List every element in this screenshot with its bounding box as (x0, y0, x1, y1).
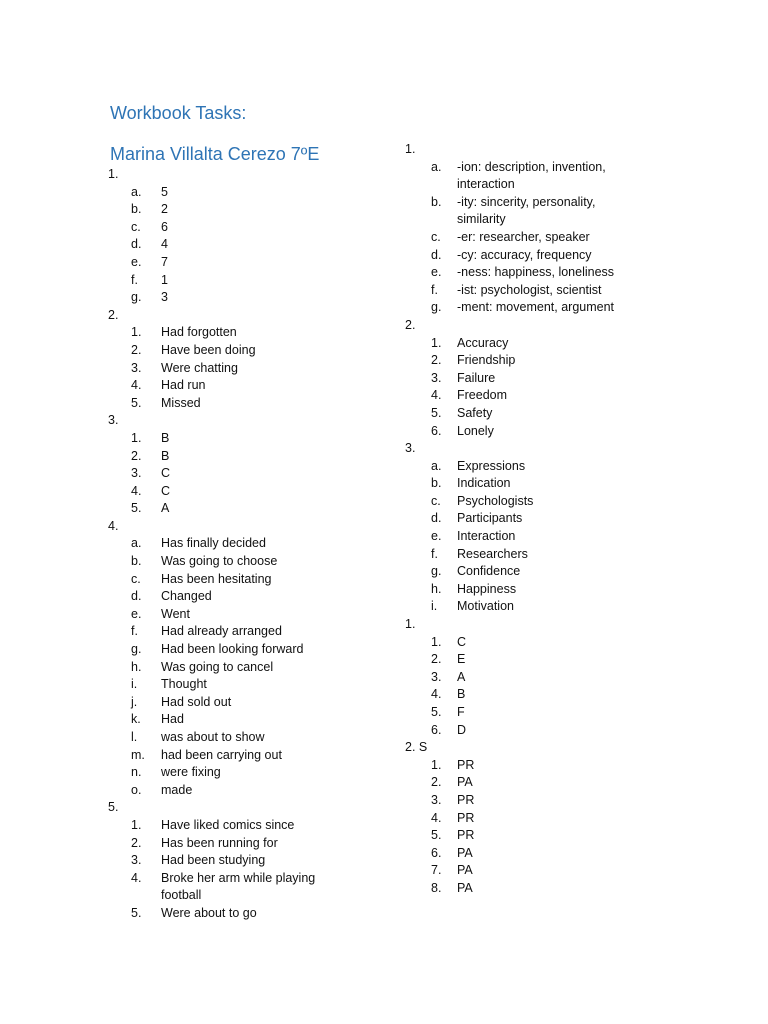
answer-text: PA (457, 863, 473, 878)
answer-text: B (457, 687, 466, 702)
answer-item (108, 905, 408, 923)
answer-item (108, 571, 408, 589)
answer-marker: a. (431, 458, 442, 473)
exercise-number: 2. (405, 317, 416, 332)
answer-item (405, 827, 705, 845)
answer-marker: e. (431, 529, 442, 544)
answer-item (405, 475, 705, 493)
answer-item (405, 370, 705, 388)
answer-marker: 2. (131, 342, 142, 357)
answer-item (108, 623, 408, 641)
answer-item (108, 360, 408, 378)
answer-text: Lonely (457, 423, 494, 438)
answer-text: made (161, 782, 193, 797)
answer-item (405, 880, 705, 898)
answer-item (108, 324, 408, 342)
exercise-number: 3. (108, 413, 119, 428)
answer-text: Missed (161, 395, 201, 410)
answer-marker: 2. (131, 835, 142, 850)
answer-marker: a. (431, 159, 442, 174)
answer-text: 7 (161, 254, 168, 269)
answer-item (108, 201, 408, 219)
answer-item (405, 229, 705, 247)
exercise-number: 1. (405, 617, 416, 632)
answer-text: Broke her arm while playing football (161, 870, 316, 903)
answer-item (405, 598, 705, 616)
answer-marker: b. (431, 476, 442, 491)
answer-item (108, 465, 408, 483)
answer-item (405, 247, 705, 265)
answer-marker: 5. (131, 395, 142, 410)
answer-item (405, 792, 705, 810)
answer-marker: n. (131, 765, 142, 780)
answer-item (108, 782, 408, 800)
answer-marker: f. (131, 272, 138, 287)
answer-text: A (161, 501, 170, 516)
answer-item (108, 448, 408, 466)
answer-text: Had already arranged (161, 624, 282, 639)
answer-marker: 1. (131, 430, 142, 445)
answer-text: Safety (457, 405, 493, 420)
answer-marker: 6. (431, 722, 442, 737)
answer-marker: b. (131, 554, 142, 569)
answer-item (108, 500, 408, 518)
answer-text: Freedom (457, 388, 508, 403)
answer-text: PA (457, 775, 473, 790)
answer-item (108, 659, 408, 677)
answer-item (108, 606, 408, 624)
answer-text: Have liked comics since (161, 817, 295, 832)
answer-text: Changed (161, 589, 212, 604)
answer-marker: g. (431, 564, 442, 579)
answer-text: Researchers (457, 546, 528, 561)
answer-text: 6 (161, 219, 168, 234)
answer-text: 3 (161, 290, 168, 305)
answer-text: Expressions (457, 458, 526, 473)
answer-text: Had run (161, 378, 206, 393)
answer-marker: h. (431, 581, 442, 596)
answer-item (405, 194, 705, 229)
answer-marker: a. (131, 184, 142, 199)
answer-item (405, 581, 705, 599)
answer-marker: 7. (431, 863, 442, 878)
answer-marker: 4. (131, 870, 142, 885)
answer-marker: o. (131, 782, 142, 797)
answer-marker: g. (431, 300, 442, 315)
answer-marker: e. (131, 254, 142, 269)
answer-item (405, 159, 705, 194)
answer-text: Went (161, 606, 190, 621)
answer-text: F (457, 705, 465, 719)
answer-marker: j. (131, 694, 138, 709)
answer-item (405, 669, 705, 687)
answer-marker: f. (431, 282, 438, 297)
answer-text: 5 (161, 184, 168, 199)
answer-item (405, 264, 705, 282)
answer-item (108, 219, 408, 237)
answer-text: Thought (161, 677, 207, 692)
answer-text: -ist: psychologist, scientist (457, 282, 602, 297)
answer-item (405, 528, 705, 546)
answer-item (108, 553, 408, 571)
answer-item (405, 282, 705, 300)
answer-text: had been carrying out (161, 747, 282, 762)
answer-item (108, 254, 408, 272)
answer-marker: l. (131, 730, 138, 744)
answer-marker: b. (131, 202, 142, 217)
author-name: Marina Villalta Cerezo 7ºE (110, 144, 320, 164)
answer-text: -ity: sincerity, personality, similarity (457, 194, 596, 227)
answer-text: Motivation (457, 599, 514, 614)
answer-marker: 3. (431, 669, 442, 684)
answer-marker: c. (131, 219, 141, 234)
answer-marker: 2. (431, 652, 442, 667)
answer-text: Had been looking forward (161, 642, 304, 657)
answer-item (405, 510, 705, 528)
answer-text: A (457, 669, 466, 684)
answer-item (108, 676, 408, 694)
answer-item (405, 423, 705, 441)
answer-marker: 3. (131, 466, 142, 481)
answer-item (405, 563, 705, 581)
answer-text: Indication (457, 476, 511, 491)
answer-item (108, 289, 408, 307)
answer-marker: b. (431, 194, 442, 209)
answer-text: C (457, 634, 467, 649)
answer-marker: i. (131, 677, 138, 692)
answer-text: Had (161, 712, 184, 727)
answer-marker: 1. (131, 817, 142, 832)
exercise-number: 1. (405, 142, 416, 156)
answer-marker: d. (131, 589, 142, 604)
answer-text: -ment: movement, argument (457, 300, 615, 315)
exercise-number: 3. (405, 441, 416, 456)
answer-item (405, 704, 705, 722)
answer-text: -er: researcher, speaker (457, 229, 590, 244)
left-answer-column (108, 166, 408, 923)
answer-text: PR (457, 757, 475, 772)
answer-text: C (161, 466, 171, 481)
answer-item (108, 377, 408, 395)
answer-item (108, 342, 408, 360)
answer-item (405, 405, 705, 423)
answer-marker: 1. (431, 335, 442, 350)
answer-text: Had been studying (161, 853, 266, 868)
answer-marker: 3. (131, 360, 142, 375)
answer-item (405, 774, 705, 792)
answer-item (108, 641, 408, 659)
answer-text: PA (457, 845, 473, 860)
answer-item (405, 651, 705, 669)
answer-marker: 2. (431, 775, 442, 790)
answer-marker: e. (431, 265, 442, 280)
answer-marker: 1. (431, 634, 442, 649)
answer-text: Interaction (457, 529, 516, 544)
answer-item (405, 546, 705, 564)
answer-marker: 4. (431, 388, 442, 403)
answer-marker: e. (131, 606, 142, 621)
answer-marker: 8. (431, 880, 442, 895)
answer-text: Had sold out (161, 694, 232, 709)
answer-text: D (457, 722, 467, 737)
answer-item (108, 430, 408, 448)
answer-item (108, 852, 408, 870)
answer-marker: d. (431, 511, 442, 526)
answer-text: were fixing (161, 765, 221, 780)
answer-marker: 3. (131, 853, 142, 868)
answer-marker: f. (131, 624, 138, 639)
answer-item (108, 535, 408, 553)
answer-item (108, 694, 408, 712)
answer-item (405, 634, 705, 652)
answer-item (108, 711, 408, 729)
answer-item (405, 757, 705, 775)
exercise-number: 5. (108, 800, 119, 815)
answer-text: Were about to go (161, 905, 257, 920)
answer-marker: 6. (431, 845, 442, 860)
answer-text: PR (457, 810, 475, 825)
answer-marker: 5. (131, 501, 142, 516)
answer-text: Confidence (457, 564, 521, 579)
answer-item (108, 483, 408, 501)
answer-text: was about to show (161, 730, 265, 744)
answer-marker: 5. (131, 905, 142, 920)
answer-item (405, 458, 705, 476)
answer-text: -cy: accuracy, frequency (457, 247, 592, 262)
answer-marker: 4. (131, 378, 142, 393)
answer-item (108, 764, 408, 782)
exercise-number: 1. (108, 167, 119, 181)
answer-item (405, 299, 705, 317)
answer-marker: k. (131, 712, 141, 727)
answer-marker: m. (131, 747, 145, 762)
answer-text: E (457, 652, 466, 667)
answer-text: Accuracy (457, 335, 509, 350)
answer-text: PR (457, 792, 475, 807)
answer-text: B (161, 448, 170, 463)
answer-item (405, 493, 705, 511)
answer-text: Psychologists (457, 493, 534, 508)
answer-marker: 3. (431, 370, 442, 385)
answer-item (108, 395, 408, 413)
answer-text: 2 (161, 202, 168, 217)
answer-marker: 2. (131, 448, 142, 463)
answer-marker: 2. (431, 353, 442, 368)
answer-marker: 5. (431, 705, 442, 719)
answer-item (405, 722, 705, 740)
answer-marker: 1. (131, 325, 142, 340)
answer-text: PA (457, 880, 473, 895)
answer-text: Participants (457, 511, 523, 526)
answer-text: -ion: description, invention, interaction (457, 159, 606, 192)
answer-item (108, 272, 408, 290)
answer-marker: 3. (431, 792, 442, 807)
answer-marker: 4. (431, 810, 442, 825)
right-answer-column (405, 141, 705, 898)
answer-item (405, 810, 705, 828)
answer-item (108, 817, 408, 835)
answer-item (108, 184, 408, 202)
answer-marker: 4. (431, 687, 442, 702)
answer-text: PR (457, 828, 475, 843)
answer-item (405, 862, 705, 880)
answer-text: B (161, 430, 170, 445)
exercise-number: 2. (108, 307, 119, 322)
answer-text: Has been running for (161, 835, 278, 850)
answer-marker: d. (431, 247, 442, 262)
answer-item (405, 352, 705, 370)
answer-text: 1 (161, 272, 168, 287)
answer-marker: a. (131, 536, 142, 551)
answer-marker: 5. (431, 405, 442, 420)
answer-item (405, 845, 705, 863)
answer-text: Has been hesitating (161, 571, 272, 586)
answer-marker: g. (131, 290, 142, 305)
answer-marker: c. (431, 493, 441, 508)
answer-marker: 6. (431, 423, 442, 438)
answer-text: Have been doing (161, 342, 256, 357)
answer-text: 4 (161, 237, 168, 252)
answer-item (108, 588, 408, 606)
answer-text: Had forgotten (161, 325, 237, 340)
answer-marker: f. (431, 546, 438, 561)
answer-text: Was going to cancel (161, 659, 274, 674)
answer-item (108, 236, 408, 254)
answer-marker: i. (431, 599, 438, 614)
answer-text: Has finally decided (161, 536, 266, 551)
answer-text: Happiness (457, 581, 517, 596)
answer-text: Failure (457, 370, 496, 385)
answer-marker: c. (131, 571, 141, 586)
page-title: Workbook Tasks: (110, 103, 247, 123)
answer-marker: 5. (431, 828, 442, 843)
answer-marker: d. (131, 237, 142, 252)
answer-marker: c. (431, 229, 441, 244)
answer-marker: g. (131, 642, 142, 657)
answer-item (405, 335, 705, 353)
answer-text: Friendship (457, 353, 516, 368)
answer-item (108, 747, 408, 765)
answer-marker: 4. (131, 483, 142, 498)
answer-marker: h. (131, 659, 142, 674)
answer-item (108, 835, 408, 853)
answer-item (108, 729, 408, 747)
answer-text: Were chatting (161, 360, 238, 375)
answer-text: C (161, 483, 171, 498)
answer-item (108, 870, 408, 905)
exercise-number: 4. (108, 518, 119, 533)
answer-item (405, 686, 705, 704)
answer-text: Was going to choose (161, 554, 278, 569)
exercise-number: 2. S (405, 740, 428, 755)
answer-text: -ness: happiness, loneliness (457, 265, 615, 280)
answer-item (405, 387, 705, 405)
answer-marker: 1. (431, 757, 442, 772)
